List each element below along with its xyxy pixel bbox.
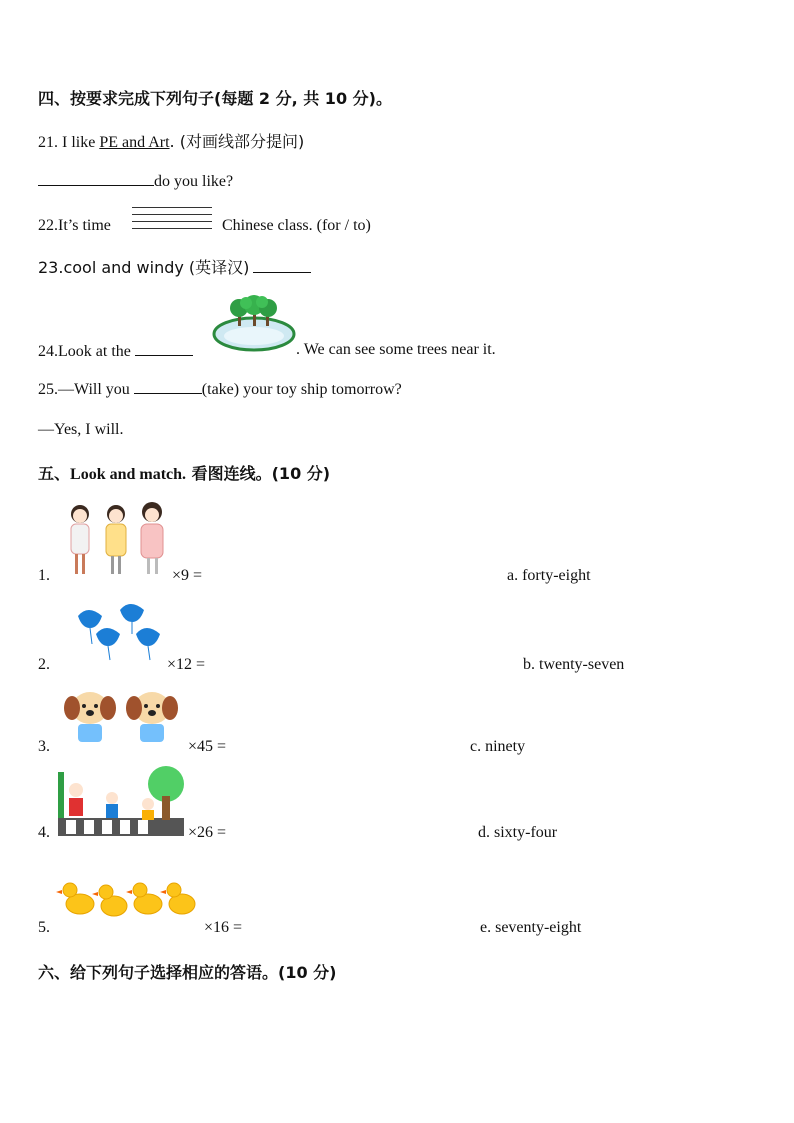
two-dogs-image — [62, 686, 186, 748]
four-ducks-image — [58, 878, 203, 920]
q22-blank-line-2 — [132, 214, 212, 215]
q22-post: Chinese class. (for / to) — [222, 217, 371, 234]
match-item-4-answer[interactable]: d. sixty-four — [478, 824, 558, 841]
q24-post: . We can see some trees near it. — [296, 341, 496, 358]
section5-title-en: Look and match. — [70, 466, 187, 483]
match-item-2-multiplier: ×12 = — [167, 656, 206, 673]
section5-title-cn: 看图连线。(10 分) — [186, 464, 331, 483]
question-21 — [38, 129, 304, 152]
match-item-2-number: 2. — [38, 656, 50, 673]
match-item-4-multiplier: ×26 = — [188, 824, 227, 841]
q22-blank-line-1 — [132, 207, 212, 208]
match-item-1-multiplier: ×9 = — [172, 567, 203, 584]
q21-pre: . I like — [54, 134, 100, 151]
pond-with-trees-image — [208, 296, 298, 356]
q21-answer-line — [38, 171, 233, 191]
match-item-5-answer[interactable]: e. seventy-eight — [480, 919, 582, 936]
q22-blank-line-4 — [132, 228, 212, 229]
q23-text: 23.cool and windy (英译汉) — [38, 258, 250, 277]
match-item-1-number: 1. — [38, 567, 50, 584]
q25-answer: —Yes, I will. — [38, 421, 124, 438]
section6-title: 六、给下列句子选择相应的答语。(10 分) — [38, 963, 337, 982]
blue-flowers-image — [70, 604, 180, 664]
match-item-3-number: 3. — [38, 738, 50, 755]
q21-number: 21 — [38, 134, 54, 151]
match-item-1-answer[interactable]: a. forty-eight — [507, 567, 591, 584]
q25-blank[interactable] — [134, 379, 202, 394]
q21-blank[interactable] — [38, 171, 154, 186]
question-25 — [38, 379, 402, 399]
match-item-5-multiplier: ×16 = — [204, 919, 243, 936]
q22-blank-line-3 — [132, 221, 212, 222]
q25-post: (take) your toy ship tomorrow? — [201, 381, 402, 398]
section5-title — [38, 461, 330, 484]
section4-title: 四、按要求完成下列句子(每题 2 分, 共 10 分)。 — [38, 89, 392, 108]
q24-pre: 24.Look at the — [38, 343, 131, 360]
section5-title-prefix: 五、 — [38, 464, 71, 483]
three-girls-image — [64, 500, 174, 580]
question-23 — [38, 255, 311, 278]
kids-crosswalk-image — [56, 768, 186, 838]
q22-pre: 22.It’s time — [38, 217, 111, 234]
q21-post: . (对画线部分提问) — [169, 132, 305, 151]
q21-underlined: PE and Art — [99, 134, 170, 151]
question-24 — [38, 341, 193, 361]
q25-pre: 25.—Will you — [38, 381, 130, 398]
match-item-2-answer[interactable]: b. twenty-seven — [523, 656, 625, 673]
match-item-3-multiplier: ×45 = — [188, 738, 227, 755]
match-item-4-number: 4. — [38, 824, 50, 841]
match-item-5-number: 5. — [38, 919, 50, 936]
q24-blank[interactable] — [135, 341, 193, 356]
match-item-3-answer[interactable]: c. ninety — [470, 738, 526, 755]
question-22 — [38, 217, 111, 235]
q23-blank[interactable] — [253, 258, 311, 273]
q21-tail: do you like? — [154, 173, 234, 190]
